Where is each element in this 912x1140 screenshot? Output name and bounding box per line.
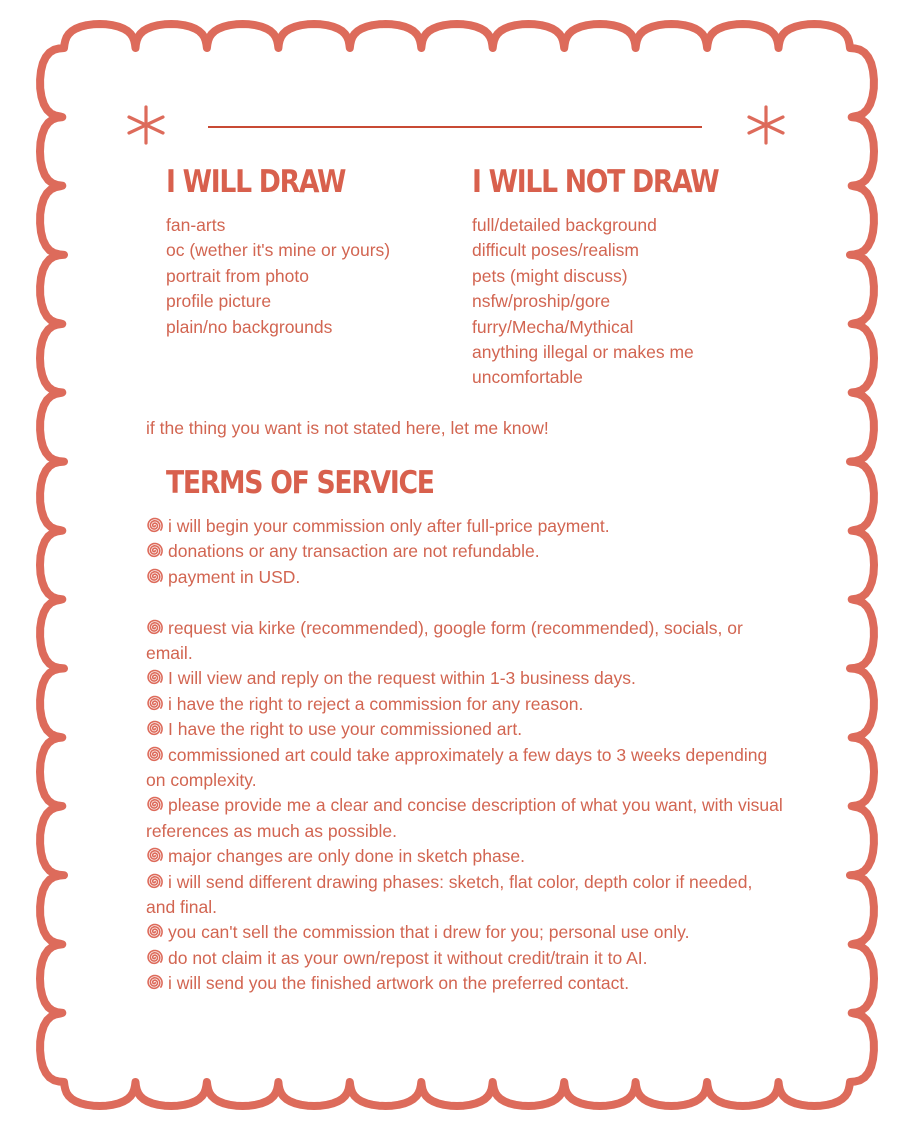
will-draw-item: profile picture bbox=[166, 291, 272, 312]
terms-item-text: i will send different drawing phases: sketch, flat color, depth color if needed, and final. bbox=[146, 871, 753, 918]
spiral-icon bbox=[146, 720, 163, 737]
will-draw-item: oc (wether it's mine or yours) bbox=[166, 240, 391, 261]
spiral-icon bbox=[146, 568, 163, 585]
spiral-icon bbox=[146, 796, 163, 813]
spiral-icon bbox=[146, 619, 163, 636]
spiral-icon bbox=[146, 847, 163, 864]
top-divider-line bbox=[208, 126, 702, 128]
will-not-draw-item: full/detailed background bbox=[472, 215, 657, 235]
terms-item bbox=[146, 514, 786, 539]
terms-item-text: i will send you the finished artwork on the preferred contact. bbox=[168, 973, 630, 994]
terms-item-text: i have the right to reject a commission for any reason. bbox=[168, 693, 584, 714]
terms-item bbox=[146, 539, 786, 564]
spiral-icon bbox=[146, 746, 163, 763]
spiral-icon bbox=[146, 669, 163, 686]
will-not-draw-item: furry/Mecha/Mythical bbox=[472, 316, 634, 337]
spiral-icon bbox=[146, 949, 163, 966]
will-not-draw-item: difficult poses/realism bbox=[472, 240, 639, 261]
terms-item bbox=[146, 743, 786, 794]
will-not-draw-item: pets (might discuss) bbox=[472, 265, 628, 286]
terms-item bbox=[146, 971, 786, 996]
spiral-icon bbox=[146, 974, 163, 991]
asterisk-star-icon bbox=[126, 104, 166, 146]
terms-item-text: donations or any transaction are not refundable. bbox=[168, 541, 540, 562]
terms-item bbox=[146, 692, 786, 717]
terms-item-text: commissioned art could take approximately a few days to 3 weeks depending on complexity. bbox=[146, 744, 768, 791]
will-not-draw-item: nsfw/proship/gore bbox=[472, 291, 611, 312]
spiral-icon bbox=[146, 517, 163, 534]
terms-item bbox=[146, 920, 786, 945]
will-not-draw-item: anything illegal or makes me bbox=[472, 342, 694, 363]
will-draw-item: fan-arts bbox=[166, 215, 226, 235]
terms-item bbox=[146, 844, 786, 869]
terms-item-text: major changes are only done in sketch phase. bbox=[168, 846, 526, 867]
note-text: if the thing you want is not stated here, let me know! bbox=[146, 418, 549, 438]
will-draw-item: portrait from photo bbox=[166, 265, 309, 286]
terms-item bbox=[146, 666, 786, 691]
will-draw-item: plain/no backgrounds bbox=[166, 316, 333, 337]
terms-item bbox=[146, 946, 786, 971]
terms-list bbox=[146, 514, 786, 997]
terms-of-service-heading: TERMS OF SERVICE bbox=[166, 465, 434, 501]
will-draw-list bbox=[166, 213, 390, 340]
terms-item bbox=[146, 793, 786, 844]
terms-item bbox=[146, 717, 786, 742]
terms-item-text: request via kirke (recommended), google form (recommended), socials, or email. bbox=[146, 617, 743, 664]
terms-item-text: do not claim it as your own/repost it without credit/train it to AI. bbox=[168, 947, 648, 968]
terms-item-text: i will begin your commission only after full-price payment. bbox=[168, 516, 610, 536]
will-not-draw-item: uncomfortable bbox=[472, 367, 583, 388]
terms-item-text: payment in USD. bbox=[168, 566, 301, 587]
terms-item bbox=[146, 616, 786, 667]
spiral-icon bbox=[146, 695, 163, 712]
spiral-icon bbox=[146, 923, 163, 940]
will-not-draw-heading: I WILL NOT DRAW bbox=[472, 164, 719, 200]
terms-item bbox=[146, 565, 786, 590]
spiral-icon bbox=[146, 873, 163, 890]
terms-item-text: please provide me a clear and concise description of what you want, with visual references as much as possible. bbox=[146, 795, 783, 841]
terms-item bbox=[146, 870, 786, 921]
terms-item-text: I have the right to use your commissioned art. bbox=[168, 719, 523, 740]
asterisk-star-icon bbox=[746, 104, 786, 146]
spiral-icon bbox=[146, 542, 163, 559]
terms-item-text: I will view and reply on the request within 1-3 business days. bbox=[168, 668, 636, 689]
will-draw-heading: I WILL DRAW bbox=[166, 164, 346, 200]
terms-item-text: you can't sell the commission that i drew for you; personal use only. bbox=[168, 922, 690, 943]
will-not-draw-list bbox=[472, 213, 694, 391]
